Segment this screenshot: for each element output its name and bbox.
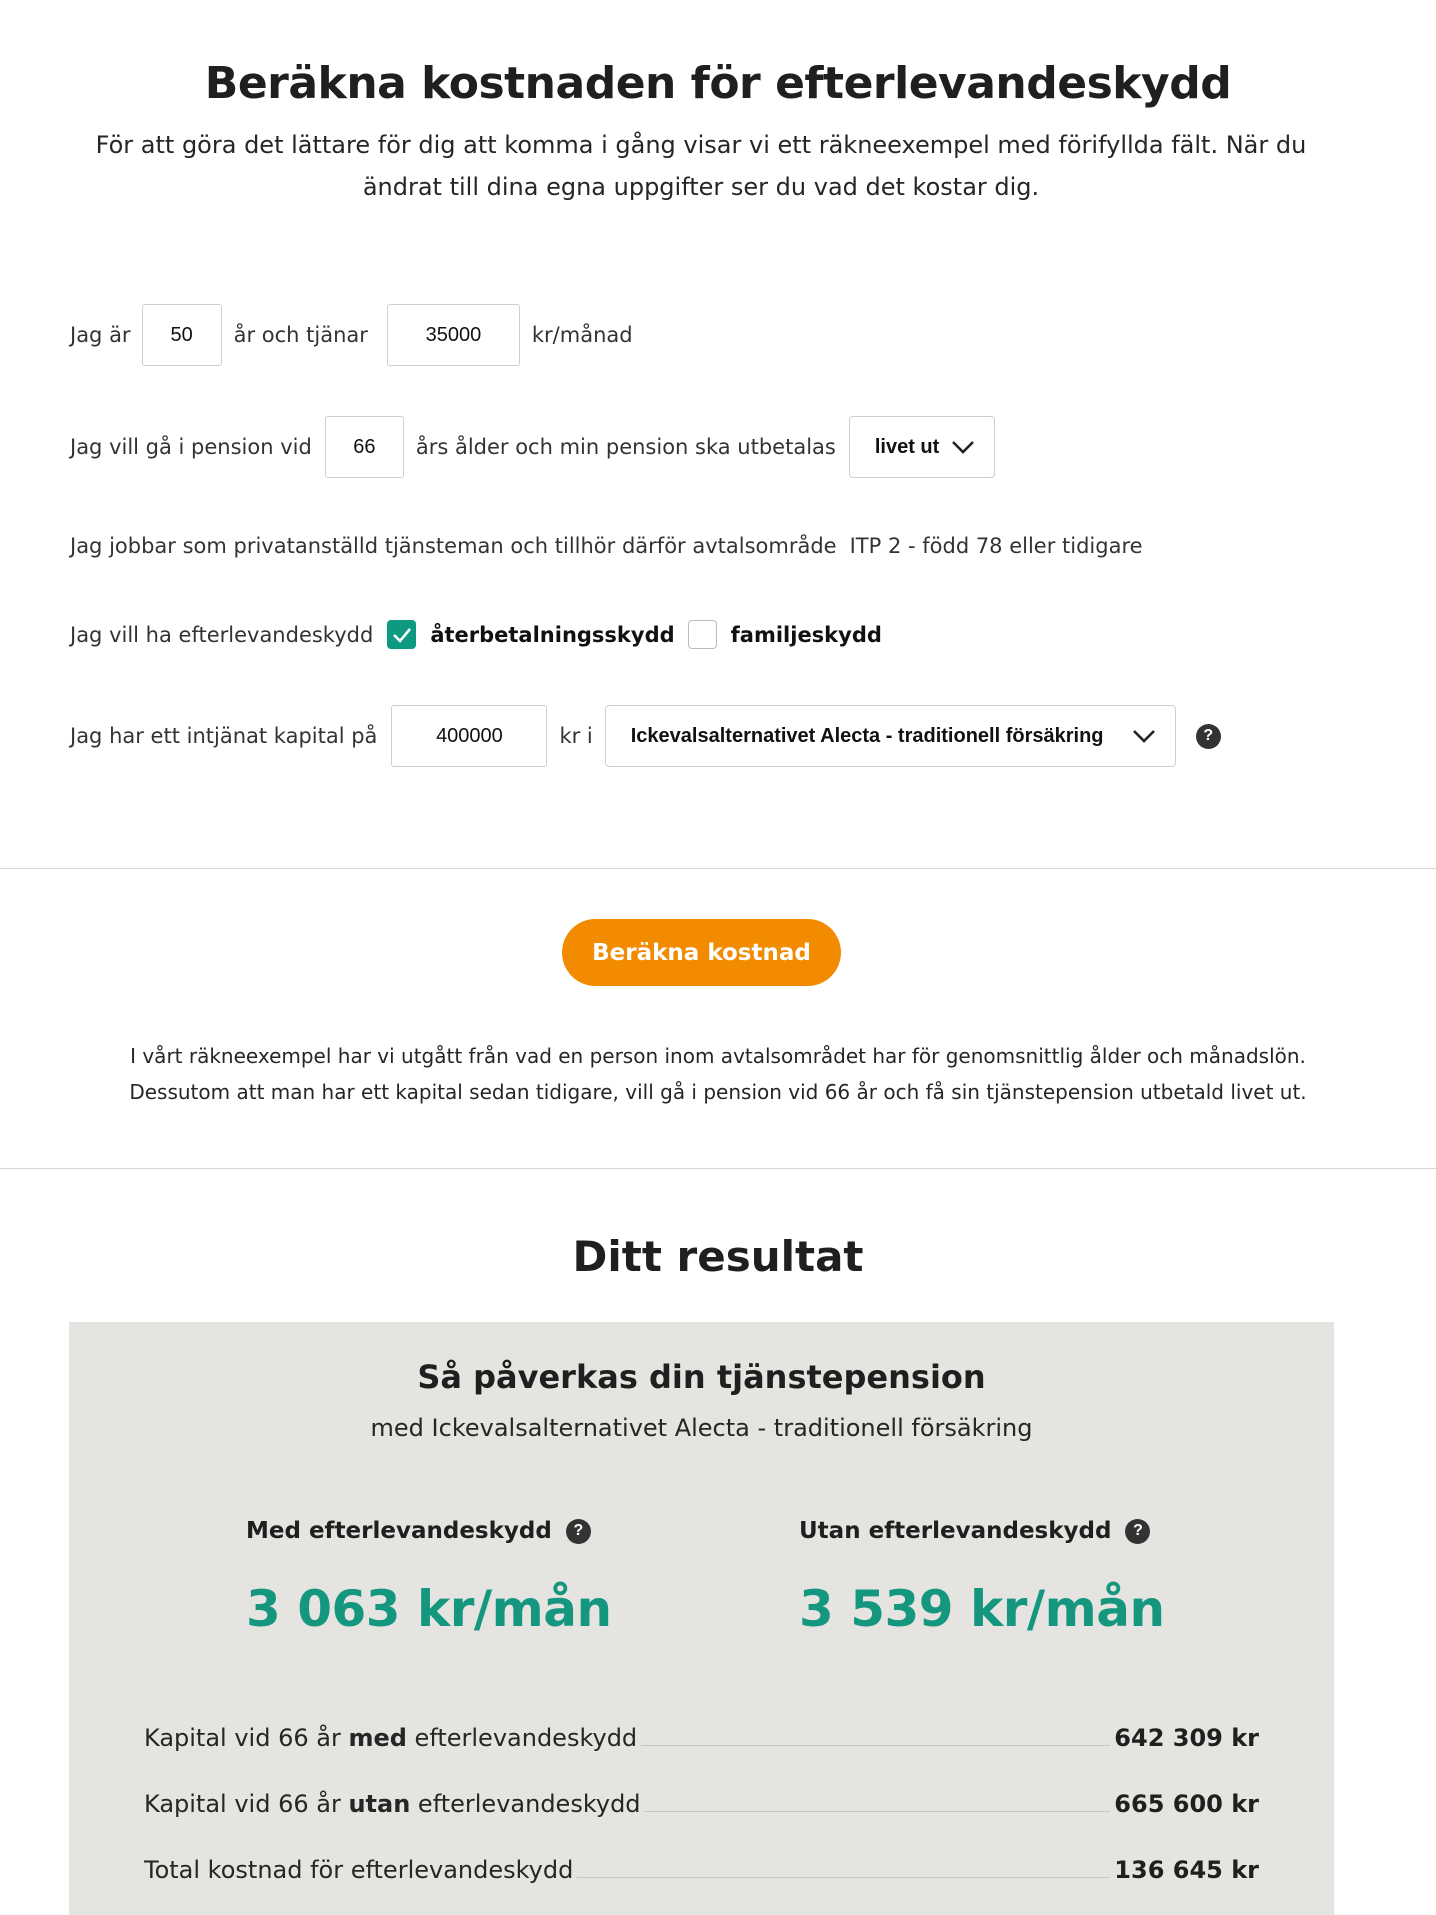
result-panel-title: Så påverkas din tjänstepension [417, 1358, 986, 1396]
result-row [144, 1790, 1259, 1818]
leader-line [641, 1745, 1110, 1746]
chevron-down-icon [1131, 726, 1157, 746]
capital-row [70, 705, 1221, 767]
example-note-line: I vårt räkneexempel har vi utgått från vad en person inom avtalsområdet har för genomsnittlig ålder och månadslön. [130, 1044, 1306, 1068]
capital-prefix-label: Jag har ett intjänat kapital på [70, 724, 378, 748]
page-title: Beräkna kostnaden för efterlevandeskydd [204, 58, 1232, 109]
leader-line [577, 1877, 1110, 1878]
salary-input[interactable]: 35000 [387, 304, 520, 366]
capital-mid-label: kr i [559, 724, 593, 748]
age-prefix-label: Jag är [70, 323, 131, 347]
result-row-value: 665 600 kr [1114, 1790, 1259, 1818]
aterbetalningsskydd-checkbox[interactable] [387, 620, 416, 649]
example-note-line: Dessutom att man har ett kapital sedan tidigare, vill gå i pension vid 66 år och få sin tjänstepension utbetald livet ut. [129, 1080, 1307, 1104]
leader-line [645, 1811, 1111, 1812]
payout-select-value: livet ut [874, 435, 940, 458]
age-input[interactable]: 50 [142, 304, 222, 366]
help-icon[interactable]: ? [1196, 724, 1221, 749]
agreement-label: Jag jobbar som privatanställd tjänsteman och tillhör därför avtalsområde [70, 534, 837, 558]
section-divider [0, 868, 1436, 869]
retirement-row [70, 416, 995, 478]
protection-prefix-label: Jag vill ha efterlevandeskydd [70, 622, 374, 647]
example-note [70, 1038, 1366, 1110]
chevron-down-icon [950, 437, 976, 457]
age-mid-label: år och tjänar [233, 323, 368, 347]
familjeskydd-label[interactable]: familjeskydd [730, 622, 882, 647]
without-protection-amount: 3 539 kr/mån [799, 1580, 1165, 1638]
protection-row [70, 620, 882, 649]
without-protection-label: Utan efterlevandeskydd [799, 1518, 1112, 1544]
help-icon[interactable]: ? [566, 1519, 591, 1544]
retirement-mid-label: års ålder och min pension ska utbetalas [415, 435, 836, 459]
result-row-label: Kapital vid 66 år utan efterlevandeskydd [144, 1790, 641, 1818]
familjeskydd-checkbox[interactable] [688, 620, 717, 649]
result-title: Ditt resultat [572, 1232, 864, 1281]
fund-select-value: Ickevalsalternativet Alecta - traditionell försäkring [630, 724, 1104, 747]
result-row-label: Kapital vid 66 år med efterlevandeskydd [144, 1724, 638, 1752]
retirement-prefix-label: Jag vill gå i pension vid [70, 435, 312, 459]
age-salary-row [70, 304, 633, 366]
intro-text: För att göra det lättare för dig att komma i gång visar vi ett räkneexempel med förifyllda fält. När du ändrat till dina egna uppgifter ser du vad det kostar dig. [95, 131, 1307, 201]
without-protection-heading [799, 1518, 1150, 1544]
result-row [144, 1856, 1259, 1884]
result-panel [69, 1322, 1334, 1915]
salary-unit-label: kr/månad [531, 323, 633, 347]
with-protection-heading [246, 1518, 591, 1544]
aterbetalningsskydd-label[interactable]: återbetalningsskydd [430, 622, 675, 647]
with-protection-amount: 3 063 kr/mån [246, 1580, 612, 1638]
checkmark-icon [392, 627, 412, 643]
result-panel-subtitle: med Ickevalsalternativet Alecta - traditionell försäkring [370, 1414, 1033, 1442]
payout-select[interactable] [849, 416, 995, 478]
calculate-cost-button[interactable]: Beräkna kostnad [562, 919, 841, 986]
agreement-area: ITP 2 - född 78 eller tidigare [849, 534, 1143, 558]
result-row-value: 642 309 kr [1114, 1724, 1259, 1752]
agreement-row [70, 534, 1143, 558]
section-divider [0, 1168, 1436, 1169]
help-icon[interactable]: ? [1125, 1519, 1150, 1544]
fund-select[interactable] [605, 705, 1176, 767]
with-protection-label: Med efterlevandeskydd [246, 1518, 552, 1544]
result-row [144, 1724, 1259, 1752]
result-row-value: 136 645 kr [1114, 1856, 1259, 1884]
result-row-label: Total kostnad för efterlevandeskydd [144, 1856, 574, 1884]
capital-input[interactable]: 400000 [391, 705, 547, 767]
retirement-age-input[interactable]: 66 [325, 416, 404, 478]
